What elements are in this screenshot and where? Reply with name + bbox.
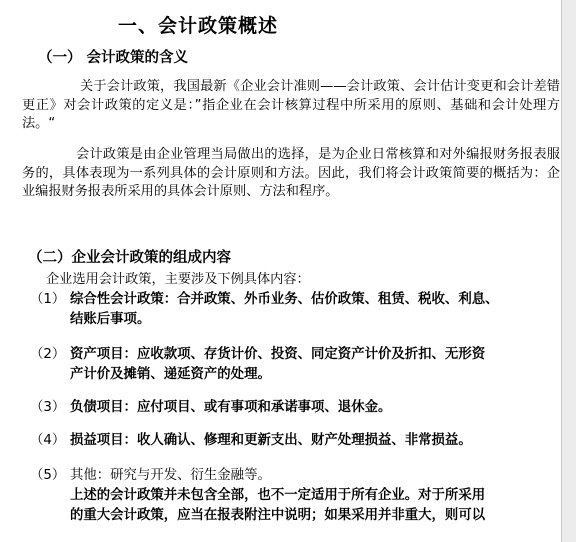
list-item-text (70, 345, 560, 385)
list-item (30, 398, 560, 418)
list-item-number: （5） (30, 468, 66, 483)
list-item (30, 290, 560, 330)
list-item-line: 资产项目：应收款项、存货计价、投资、同定资产计价及折扣、无形资 (70, 347, 486, 362)
section-heading-meaning: （一） 会计政策的含义 (38, 50, 189, 66)
paragraph-summary: 会计政策是由企业管理当局做出的选择，是为企业日常核算和对外编报财务报表服务的，具体表现为一系列具体的会计原则和方法。因此，我们将会计政策简要的概括为：企业编报财务报表所采用的具体会计原则、方法和程序。 (22, 147, 560, 199)
components-lead-text: 企业选用会计政策，主要涉及下例具体内容： (46, 272, 310, 287)
list-item-line: 综合性会计政策：合并政策、外币业务、估价政策、租赁、税收、利息、 (70, 292, 499, 307)
list-item (30, 466, 560, 526)
list-item-number: （4） (30, 433, 66, 448)
list-item-text (70, 290, 560, 330)
vertical-scrollbar[interactable] (561, 0, 576, 542)
note-text-line: 的重大会计政策，应当在报表附注中说明；如果采用并非重大，则可以 (70, 508, 486, 523)
list-item-number: （2） (30, 347, 66, 362)
list-item-number: （3） (30, 400, 66, 415)
list-item (30, 431, 560, 451)
list-item-text: 损益项目：收人确认、修理和更新支出、财产处理损益、非常损益。 (70, 433, 472, 448)
list-item-text: 负债项目：应付项目、或有事项和承诺事项、退休金。 (70, 400, 392, 415)
list-item-number: （1） (30, 292, 66, 307)
list-item-line: 产计价及摊销、递延资产的处理。 (70, 367, 271, 382)
note-text-line: 上述的会计政策并未包含全部，也不一定适用于所有企业。对于所采用 (70, 488, 486, 503)
list-item (30, 345, 560, 385)
section-heading-components: （二）企业会计政策的组成内容 (28, 250, 231, 266)
paragraph-definition: 关于会计政策，我国最新《企业会计准则——会计政策、会计估计变更和会计差错更正》对会计政策的定义是：”指企业在会计核算过程中所采用的原则、基础和会计处理方法。“ (22, 79, 560, 131)
list-item-line: 结账后事项。 (70, 312, 151, 327)
list-item-text: 其他：研究与开发、衍生金融等。 (70, 468, 271, 483)
page-title: 一、会计政策概述 (118, 15, 279, 37)
